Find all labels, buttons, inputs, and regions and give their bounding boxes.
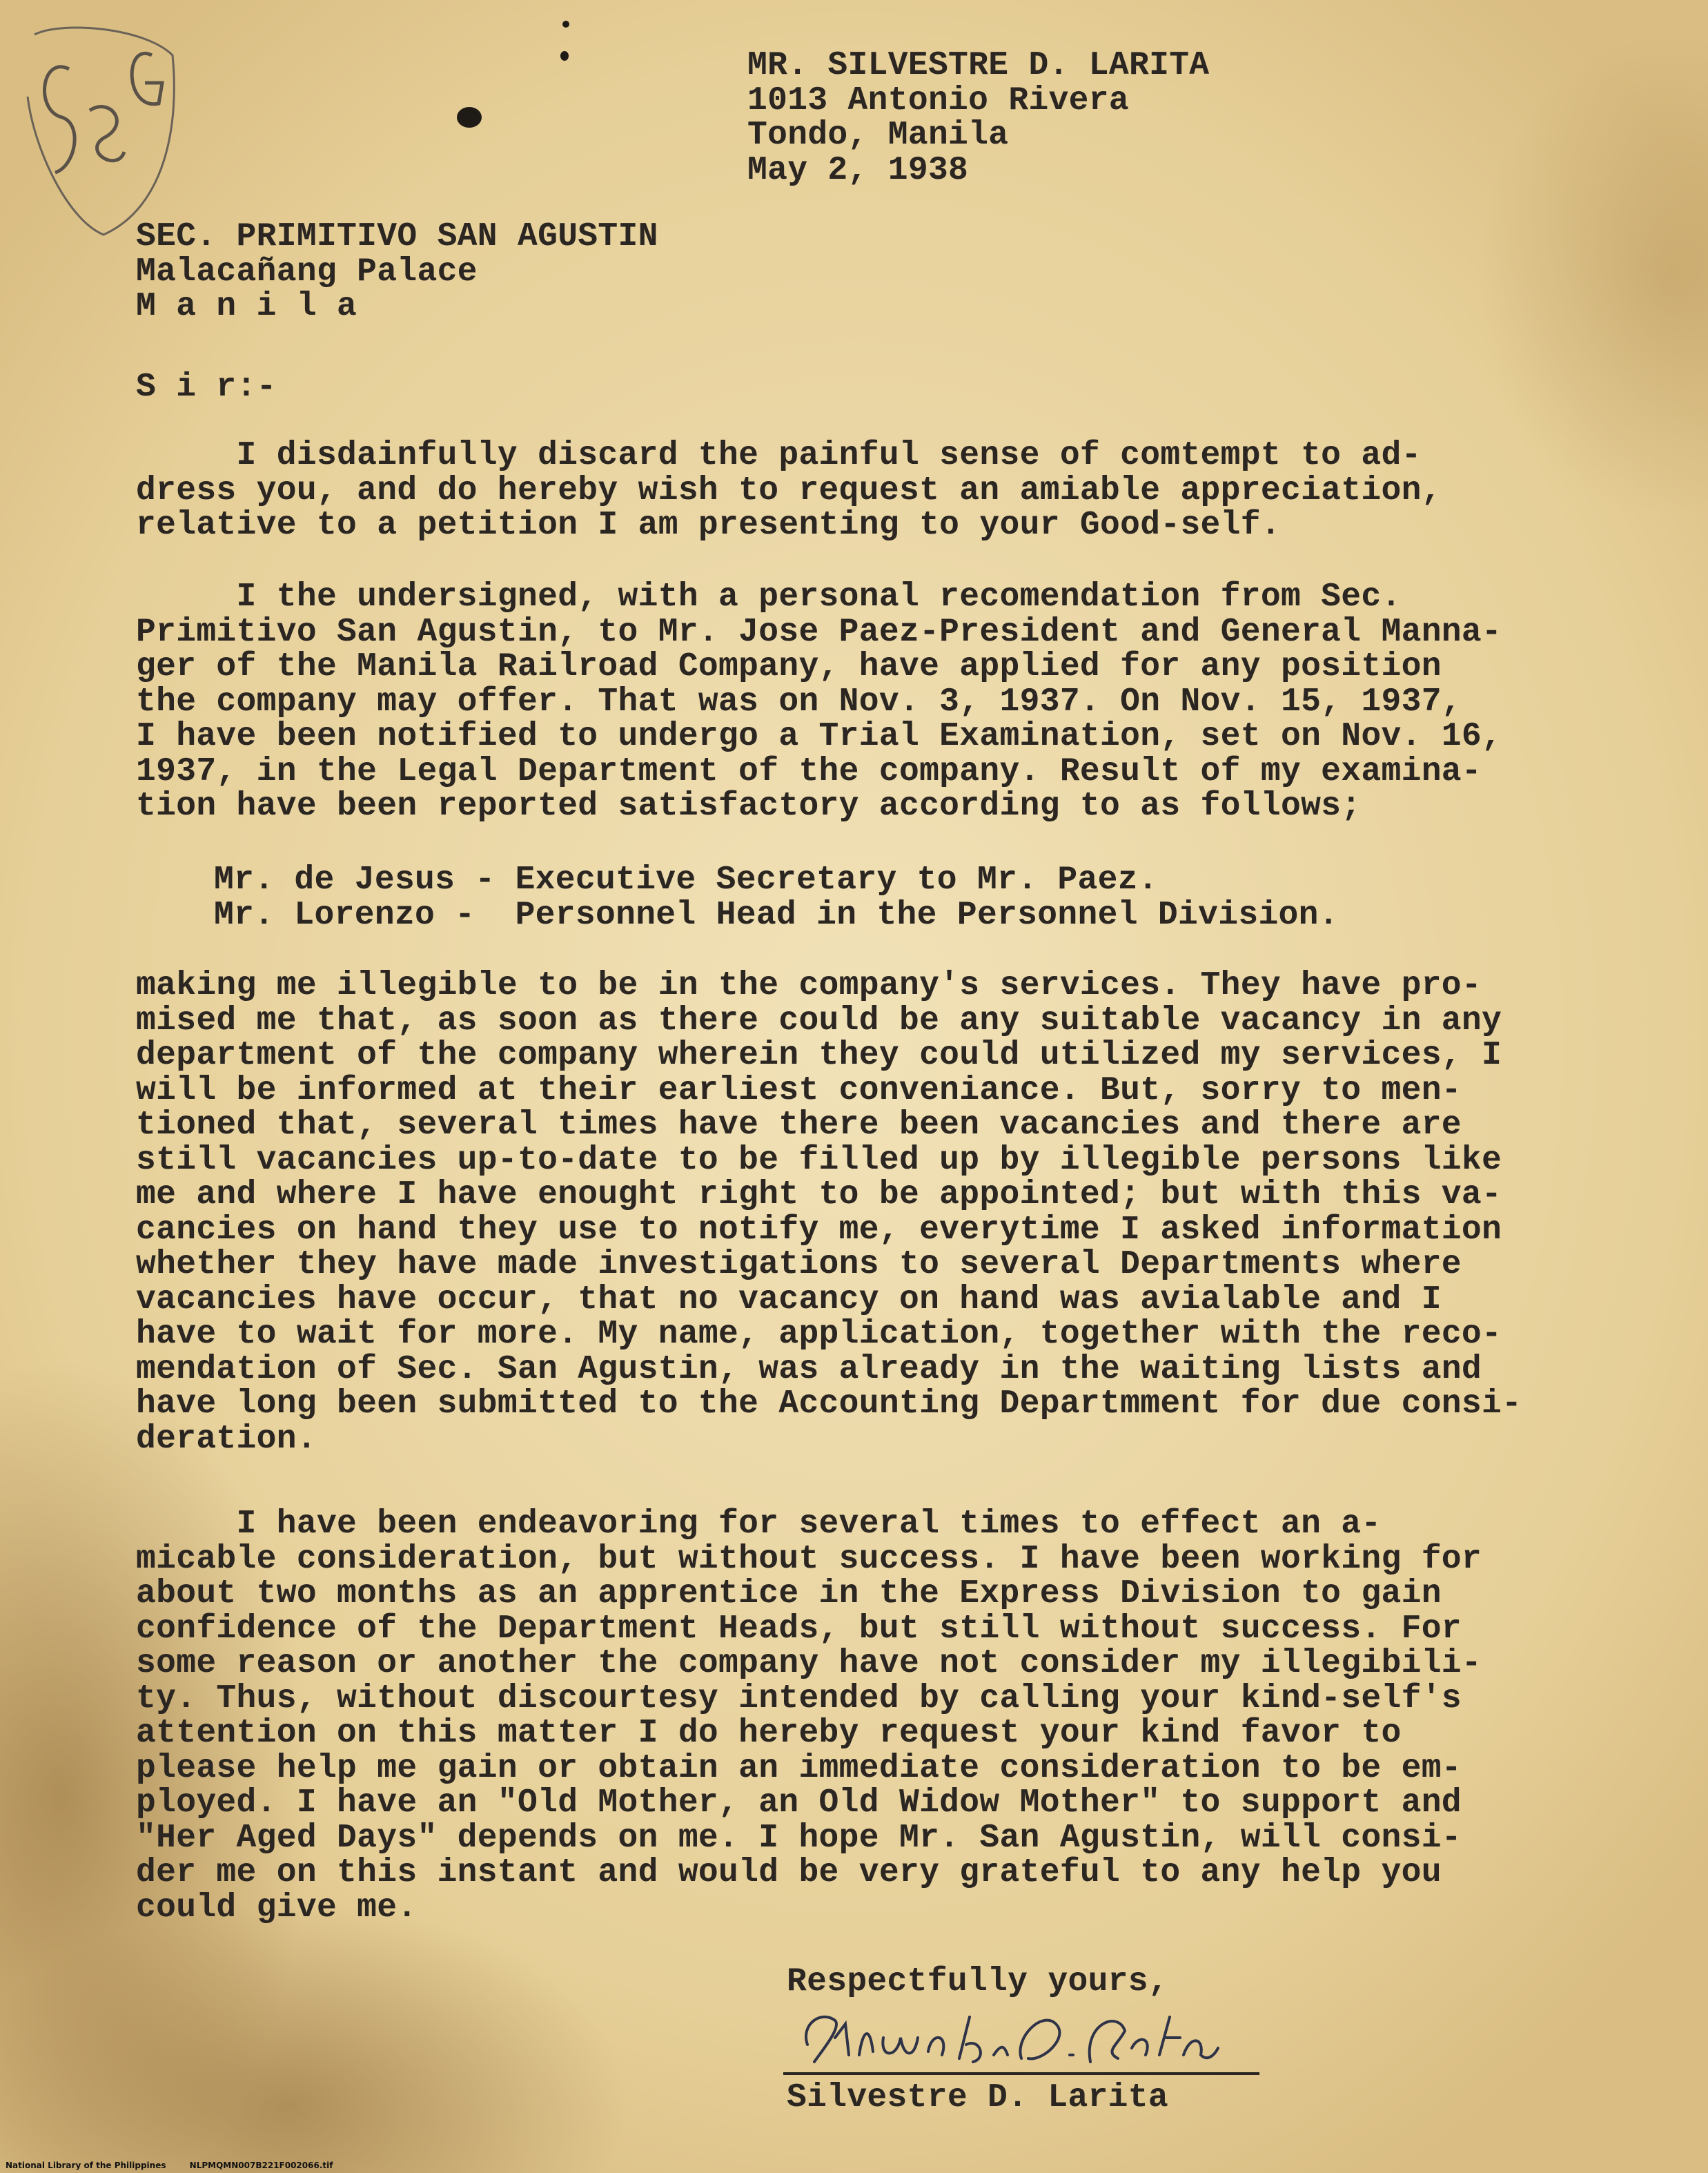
referee-list	[214, 863, 1339, 933]
text-line: Primitivo San Agustin, to Mr. Jose Paez-President and General Manna-	[136, 613, 1502, 651]
text-line: whether they have made investigations to several Departments where	[136, 1246, 1462, 1283]
pencil-annotation	[21, 14, 179, 242]
text-line: deration.	[136, 1420, 317, 1458]
referee-item: Mr. de Jesus - Executive Secretary to Mr. Paez.	[214, 861, 1158, 899]
text-line: me and where I have enought right to be appointed; but with this va-	[136, 1176, 1502, 1214]
text-line: some reason or another the company have not consider my illegibili-	[136, 1645, 1482, 1682]
footer-file-id: NLPMQMN007B221F002066.tif	[189, 2161, 333, 2170]
signature-line	[783, 2072, 1259, 2075]
text-line: I have been endeavoring for several times to effect an a-	[136, 1505, 1382, 1543]
ink-blot	[562, 21, 569, 28]
closing: Respectfully yours,	[787, 1963, 1168, 2000]
ink-blot	[560, 51, 569, 61]
text-line: der me on this instant and would be very grateful to any help you	[136, 1854, 1442, 1891]
text-line: vacancies have occur, that no vacancy on hand was avialable and I	[136, 1280, 1442, 1318]
sender-street: 1013 Antonio Rivera	[747, 81, 1129, 119]
paragraph-2	[136, 580, 1502, 824]
letter-date: May 2, 1938	[747, 151, 969, 189]
text-line: I have been notified to undergo a Trial Examination, set on Nov. 16,	[136, 718, 1502, 755]
paragraph-4	[136, 1507, 1482, 1925]
text-line: please help me gain or obtain an immediate consideration to be em-	[136, 1749, 1462, 1787]
typed-name: Silvestre D. Larita	[787, 2079, 1168, 2116]
ink-blot	[457, 107, 482, 128]
text-line: I disdainfully discard the painful sense of comtempt to ad-	[136, 437, 1422, 474]
sender-city: Tondo, Manila	[747, 117, 1009, 154]
text-line: the company may offer. That was on Nov. 3, 1937. On Nov. 15, 1937,	[136, 683, 1462, 721]
paragraph-3	[136, 968, 1522, 1456]
paragraph-1	[136, 438, 1442, 543]
text-line: dress you, and do hereby wish to request an amiable appreciation,	[136, 471, 1442, 509]
sender-block	[747, 48, 1209, 188]
footer-institution: National Library of the Philippines	[6, 2161, 166, 2170]
salutation: S i r:-	[136, 369, 277, 406]
text-line: "Her Aged Days" depends on me. I hope Mr. San Agustin, will consi-	[136, 1819, 1462, 1857]
text-line: will be informed at their earliest conveniance. But, sorry to men-	[136, 1071, 1462, 1109]
text-line: mised me that, as soon as there could be any suitable vacancy in any	[136, 1002, 1502, 1040]
text-line: department of the company wherein they could utilized my services, I	[136, 1037, 1502, 1074]
text-line: ty. Thus, without discourtesy intended by calling your kind-self's	[136, 1679, 1462, 1717]
text-line: micable consideration, but without success. I have been working for	[136, 1540, 1482, 1578]
recipient-block	[136, 220, 658, 324]
text-line: tioned that, several times have there been vacancies and there are	[136, 1107, 1462, 1144]
text-line: relative to a petition I am presenting to your Good-self.	[136, 507, 1281, 544]
text-line: have long been submitted to the Accounting Departmment for due consi-	[136, 1385, 1522, 1423]
text-line: confidence of the Department Heads, but still without success. For	[136, 1610, 1462, 1648]
text-line: mendation of Sec. San Agustin, was already in the waiting lists and	[136, 1350, 1482, 1388]
text-line: cancies on hand they use to notify me, everytime I asked information	[136, 1211, 1502, 1249]
text-line: attention on this matter I do hereby request your kind favor to	[136, 1715, 1402, 1752]
referee-item: Mr. Lorenzo - Personnel Head in the Personnel Division.	[214, 896, 1339, 934]
handwritten-signature	[794, 1996, 1221, 2072]
text-line: ger of the Manila Railroad Company, have applied for any position	[136, 648, 1442, 685]
text-line: still vacancies up-to-date to be filled up by illegible persons like	[136, 1141, 1502, 1179]
text-line: have to wait for more. My name, application, together with the reco-	[136, 1316, 1502, 1353]
recipient-place: Malacañang Palace	[136, 253, 478, 291]
text-line: making me illegible to be in the company's services. They have pro-	[136, 967, 1482, 1004]
text-line: could give me.	[136, 1889, 418, 1927]
recipient-name: SEC. PRIMITIVO SAN AGUSTIN	[136, 218, 658, 255]
text-line: tion have been reported satisfactory according to as follows;	[136, 788, 1362, 825]
text-line: ployed. I have an "Old Mother, an Old Widow Mother" to support and	[136, 1784, 1462, 1822]
text-line: I the undersigned, with a personal recomendation from Sec.	[136, 578, 1402, 616]
text-line: 1937, in the Legal Department of the company. Result of my examina-	[136, 752, 1482, 790]
scan-footer	[6, 2159, 696, 2172]
recipient-city: M a n i l a	[136, 288, 357, 325]
sender-name: MR. SILVESTRE D. LARITA	[747, 47, 1210, 84]
text-line: about two months as an apprentice in the Express Division to gain	[136, 1575, 1442, 1612]
